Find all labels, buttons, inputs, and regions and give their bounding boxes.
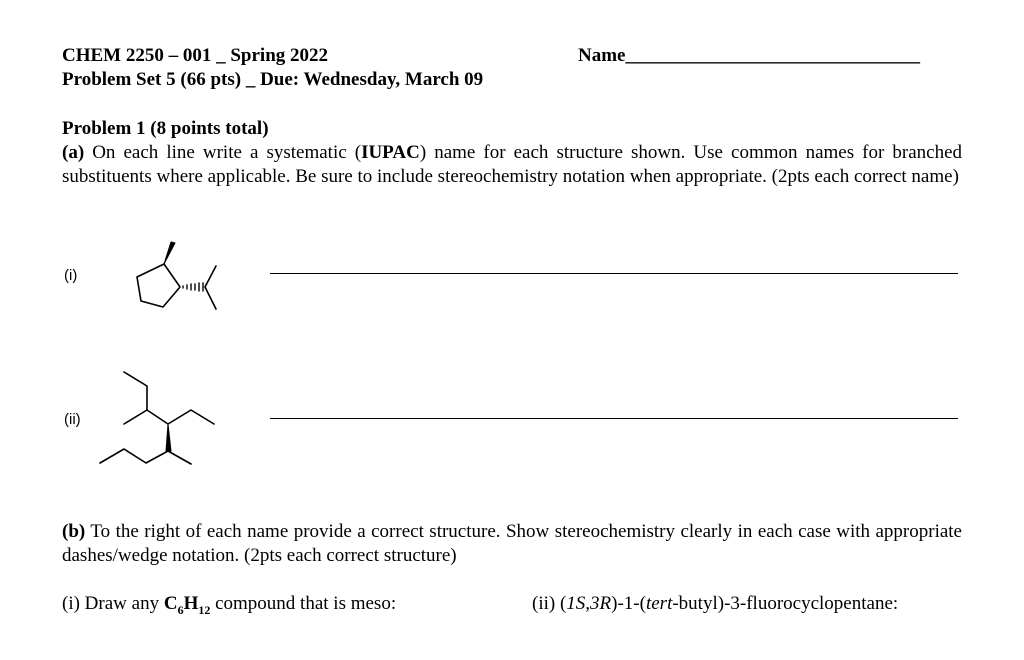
part-b-instructions: (b) To the right of each name provide a correct structure. Show stereochemistry clearly in each case with appropriate dashes/wedge notation. (2pts each correct structure) bbox=[62, 521, 962, 566]
part-a-instructions: (a) On each line write a systematic (IUPAC) name for each structure shown. Use common names for branched substituents where applicable. Be sure to include stereochemistry notation when appropriate. (2pts each correct name) bbox=[62, 142, 963, 187]
problem-set-title: Problem Set 5 (66 pts) _ Due: Wednesday, March 09 bbox=[62, 69, 484, 90]
part-b-label: (b) bbox=[62, 521, 86, 542]
item-ii-label: (ii) bbox=[64, 411, 81, 428]
structure-ii bbox=[100, 372, 214, 464]
name-label: Name bbox=[578, 45, 626, 66]
part-b-item-i: (i) Draw any $C_6H_{12}$ compound that is meso: bbox=[62, 593, 397, 617]
course-title: CHEM 2250 – 001 _ Spring 2022 bbox=[62, 45, 329, 66]
name-blank: _______________________________ bbox=[625, 45, 920, 66]
problem-1-title: Problem 1 (8 points total) bbox=[62, 118, 269, 139]
part-b-item-ii: (ii) (1S,3R)-1-(tert-butyl)-3-fluorocyclopentane: bbox=[532, 593, 899, 614]
item-i-label: (i) bbox=[64, 267, 78, 284]
iupac-term: IUPAC bbox=[361, 142, 420, 163]
formula: $C_6H_{12}$ bbox=[163, 593, 211, 617]
structure-i bbox=[137, 242, 216, 309]
part-a-label: (a) bbox=[62, 142, 85, 163]
